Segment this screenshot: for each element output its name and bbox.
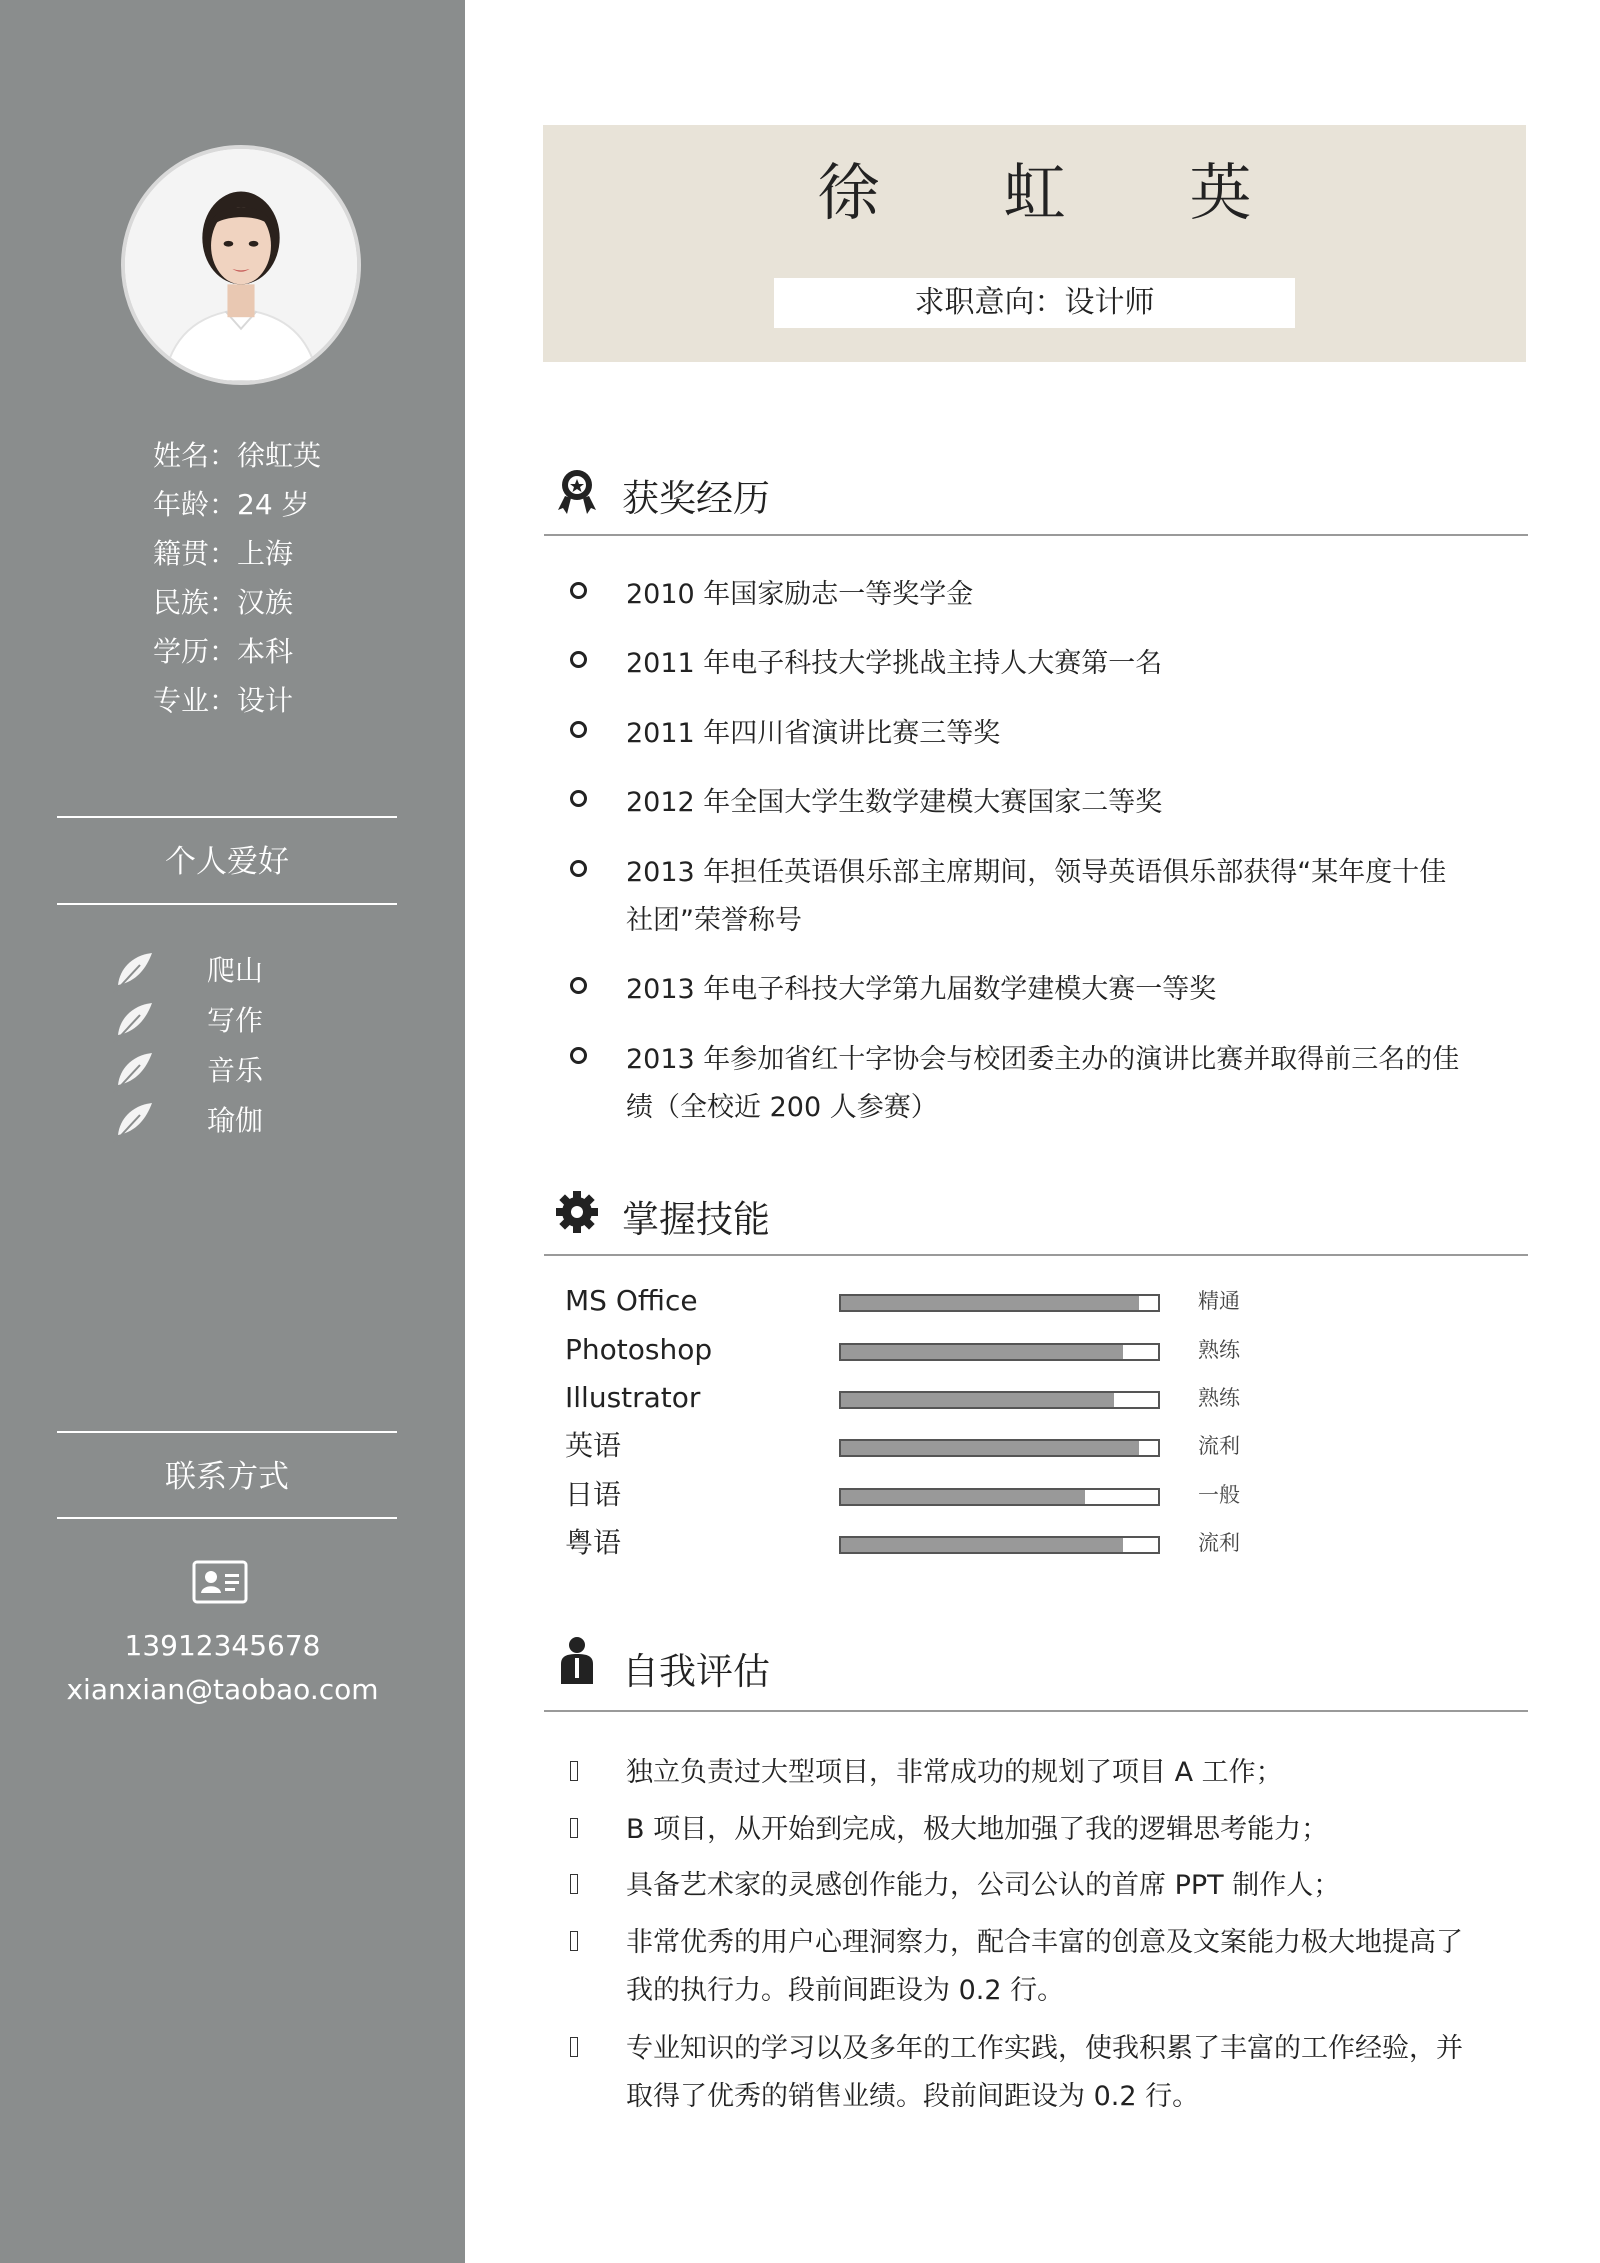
skill-level: 熟练 (1198, 1386, 1240, 1410)
evaluation-title: 自我评估 (622, 1650, 770, 1693)
person-icon (555, 1636, 599, 1684)
hobby-label: 爬山 (207, 954, 264, 987)
evaluation-text: B 项目，从开始到完成，极大地加强了我的逻辑思考能力； (626, 1814, 1329, 1845)
info-hometown: 籍贯：上海 (153, 537, 294, 570)
bullet-icon (570, 651, 587, 668)
hobby-item (110, 1001, 370, 1041)
bullet-icon (570, 1818, 578, 1838)
award-text: 2013 年担任英语俱乐部主席期间，领导英语俱乐部获得“某年度十佳社团”荣誉称号 (626, 857, 1447, 936)
skill-row (565, 1475, 1265, 1515)
hobbies-rule-top (57, 816, 397, 818)
award-item (570, 640, 1470, 688)
skill-level: 精通 (1198, 1289, 1240, 1313)
bullet-icon (570, 1047, 587, 1064)
evaluation-item (570, 2025, 1470, 2121)
personal-info (153, 436, 453, 730)
evaluation-item (570, 1862, 1470, 1910)
skill-bar-fill (841, 1490, 1085, 1504)
job-objective: 求职意向：设计师 (774, 278, 1295, 328)
info-age: 年龄：24 岁 (153, 488, 310, 521)
bullet-icon (570, 1931, 578, 1951)
skill-level: 一般 (1198, 1483, 1240, 1507)
bullet-icon (570, 2037, 578, 2057)
evaluation-item (570, 1806, 1470, 1854)
skill-name: 日语 (565, 1478, 622, 1511)
skill-name: Photoshop (565, 1333, 713, 1366)
evaluation-item (570, 1919, 1470, 2015)
info-education: 学历：本科 (153, 635, 294, 668)
skill-name: Illustrator (565, 1381, 701, 1414)
award-item (570, 710, 1470, 758)
skill-bar (839, 1536, 1160, 1554)
skills-rule (544, 1254, 1528, 1256)
hobby-label: 瑜伽 (207, 1104, 264, 1137)
contact-heading: 联系方式 (165, 1459, 289, 1495)
skill-bar (839, 1294, 1160, 1312)
hobby-item (110, 1101, 370, 1141)
sidebar (0, 0, 465, 2263)
feather-icon (110, 949, 156, 995)
phone-number: 13912345678 (124, 1629, 321, 1662)
skill-bar-fill (841, 1345, 1123, 1359)
skill-bar-fill (841, 1296, 1139, 1310)
feather-icon (110, 1049, 156, 1095)
hobby-label: 音乐 (207, 1054, 264, 1087)
skill-bar-fill (841, 1538, 1123, 1552)
bullet-icon (570, 860, 587, 877)
contact-rule-bottom (57, 1517, 397, 1519)
award-text: 2011 年四川省演讲比赛三等奖 (626, 718, 1001, 749)
awards-title: 获奖经历 (622, 477, 770, 520)
bullet-icon (570, 1874, 578, 1894)
skill-bar (839, 1343, 1160, 1361)
contact-card-icon (192, 1560, 248, 1604)
evaluation-text: 具备艺术家的灵感创作能力，公司公认的首席 PPT 制作人； (626, 1870, 1341, 1901)
skill-bar (839, 1488, 1160, 1506)
skill-row (565, 1523, 1265, 1563)
hobby-item (110, 1051, 370, 1091)
award-item (570, 849, 1470, 945)
award-text: 2011 年电子科技大学挑战主持人大赛第一名 (626, 648, 1163, 679)
hobbies-rule-bottom (57, 903, 397, 905)
bullet-icon (570, 1761, 578, 1781)
award-item (570, 571, 1470, 619)
hobby-item (110, 951, 370, 991)
skill-row (565, 1330, 1265, 1370)
email-address: xianxian@taobao.com (66, 1673, 379, 1706)
award-text: 2012 年全国大学生数学建模大赛国家二等奖 (626, 787, 1163, 818)
award-text: 2010 年国家励志一等奖学金 (626, 579, 974, 610)
hobbies-heading: 个人爱好 (165, 844, 289, 880)
award-ribbon-icon (555, 468, 599, 516)
avatar-photo (121, 145, 361, 385)
award-text: 2013 年参加省红十字协会与校团委主办的演讲比赛并取得前三名的佳绩（全校近 200 人参赛） (626, 1044, 1460, 1123)
skill-row (565, 1378, 1265, 1418)
hobby-label: 写作 (207, 1004, 264, 1037)
info-ethnicity: 民族：汉族 (153, 586, 294, 619)
evaluation-text: 专业知识的学习以及多年的工作实践，使我积累了丰富的工作经验，并取得了优秀的销售业绩。段前间距设为 0.2 行。 (626, 2033, 1463, 2112)
skills-title: 掌握技能 (622, 1198, 770, 1241)
award-item (570, 966, 1470, 1014)
skill-row (565, 1281, 1265, 1321)
bullet-icon (570, 790, 587, 807)
feather-icon (110, 999, 156, 1045)
evaluation-text: 非常优秀的用户心理洞察力，配合丰富的创意及文案能力极大地提高了我的执行力。段前间距设为 0.2 行。 (626, 1927, 1463, 2006)
skill-row (565, 1426, 1265, 1466)
skill-name: 英语 (565, 1429, 622, 1462)
skill-level: 熟练 (1198, 1338, 1240, 1362)
gear-icon (555, 1188, 599, 1236)
evaluation-item (570, 1749, 1470, 1797)
award-text: 2013 年电子科技大学第九届数学建模大赛一等奖 (626, 974, 1217, 1005)
contact-rule-top (57, 1431, 397, 1433)
skill-bar (839, 1439, 1160, 1457)
bullet-icon (570, 582, 587, 599)
info-major: 专业：设计 (153, 684, 294, 717)
feather-icon (110, 1099, 156, 1145)
info-name: 姓名：徐虹英 (153, 439, 322, 472)
bullet-icon (570, 721, 587, 738)
awards-rule (544, 534, 1528, 536)
candidate-name: 徐 虹 英 (817, 156, 1252, 229)
award-item (570, 1036, 1470, 1132)
skill-bar-fill (841, 1393, 1114, 1407)
skill-level: 流利 (1198, 1531, 1240, 1555)
award-item (570, 779, 1470, 827)
skill-name: MS Office (565, 1284, 698, 1317)
evaluation-text: 独立负责过大型项目，非常成功的规划了项目 A 工作； (626, 1757, 1283, 1788)
evaluation-rule (544, 1710, 1528, 1712)
bullet-icon (570, 977, 587, 994)
header-box (543, 125, 1526, 362)
skill-bar-fill (841, 1441, 1139, 1455)
skill-level: 流利 (1198, 1434, 1240, 1458)
skill-bar (839, 1391, 1160, 1409)
skill-name: 粤语 (565, 1526, 622, 1559)
